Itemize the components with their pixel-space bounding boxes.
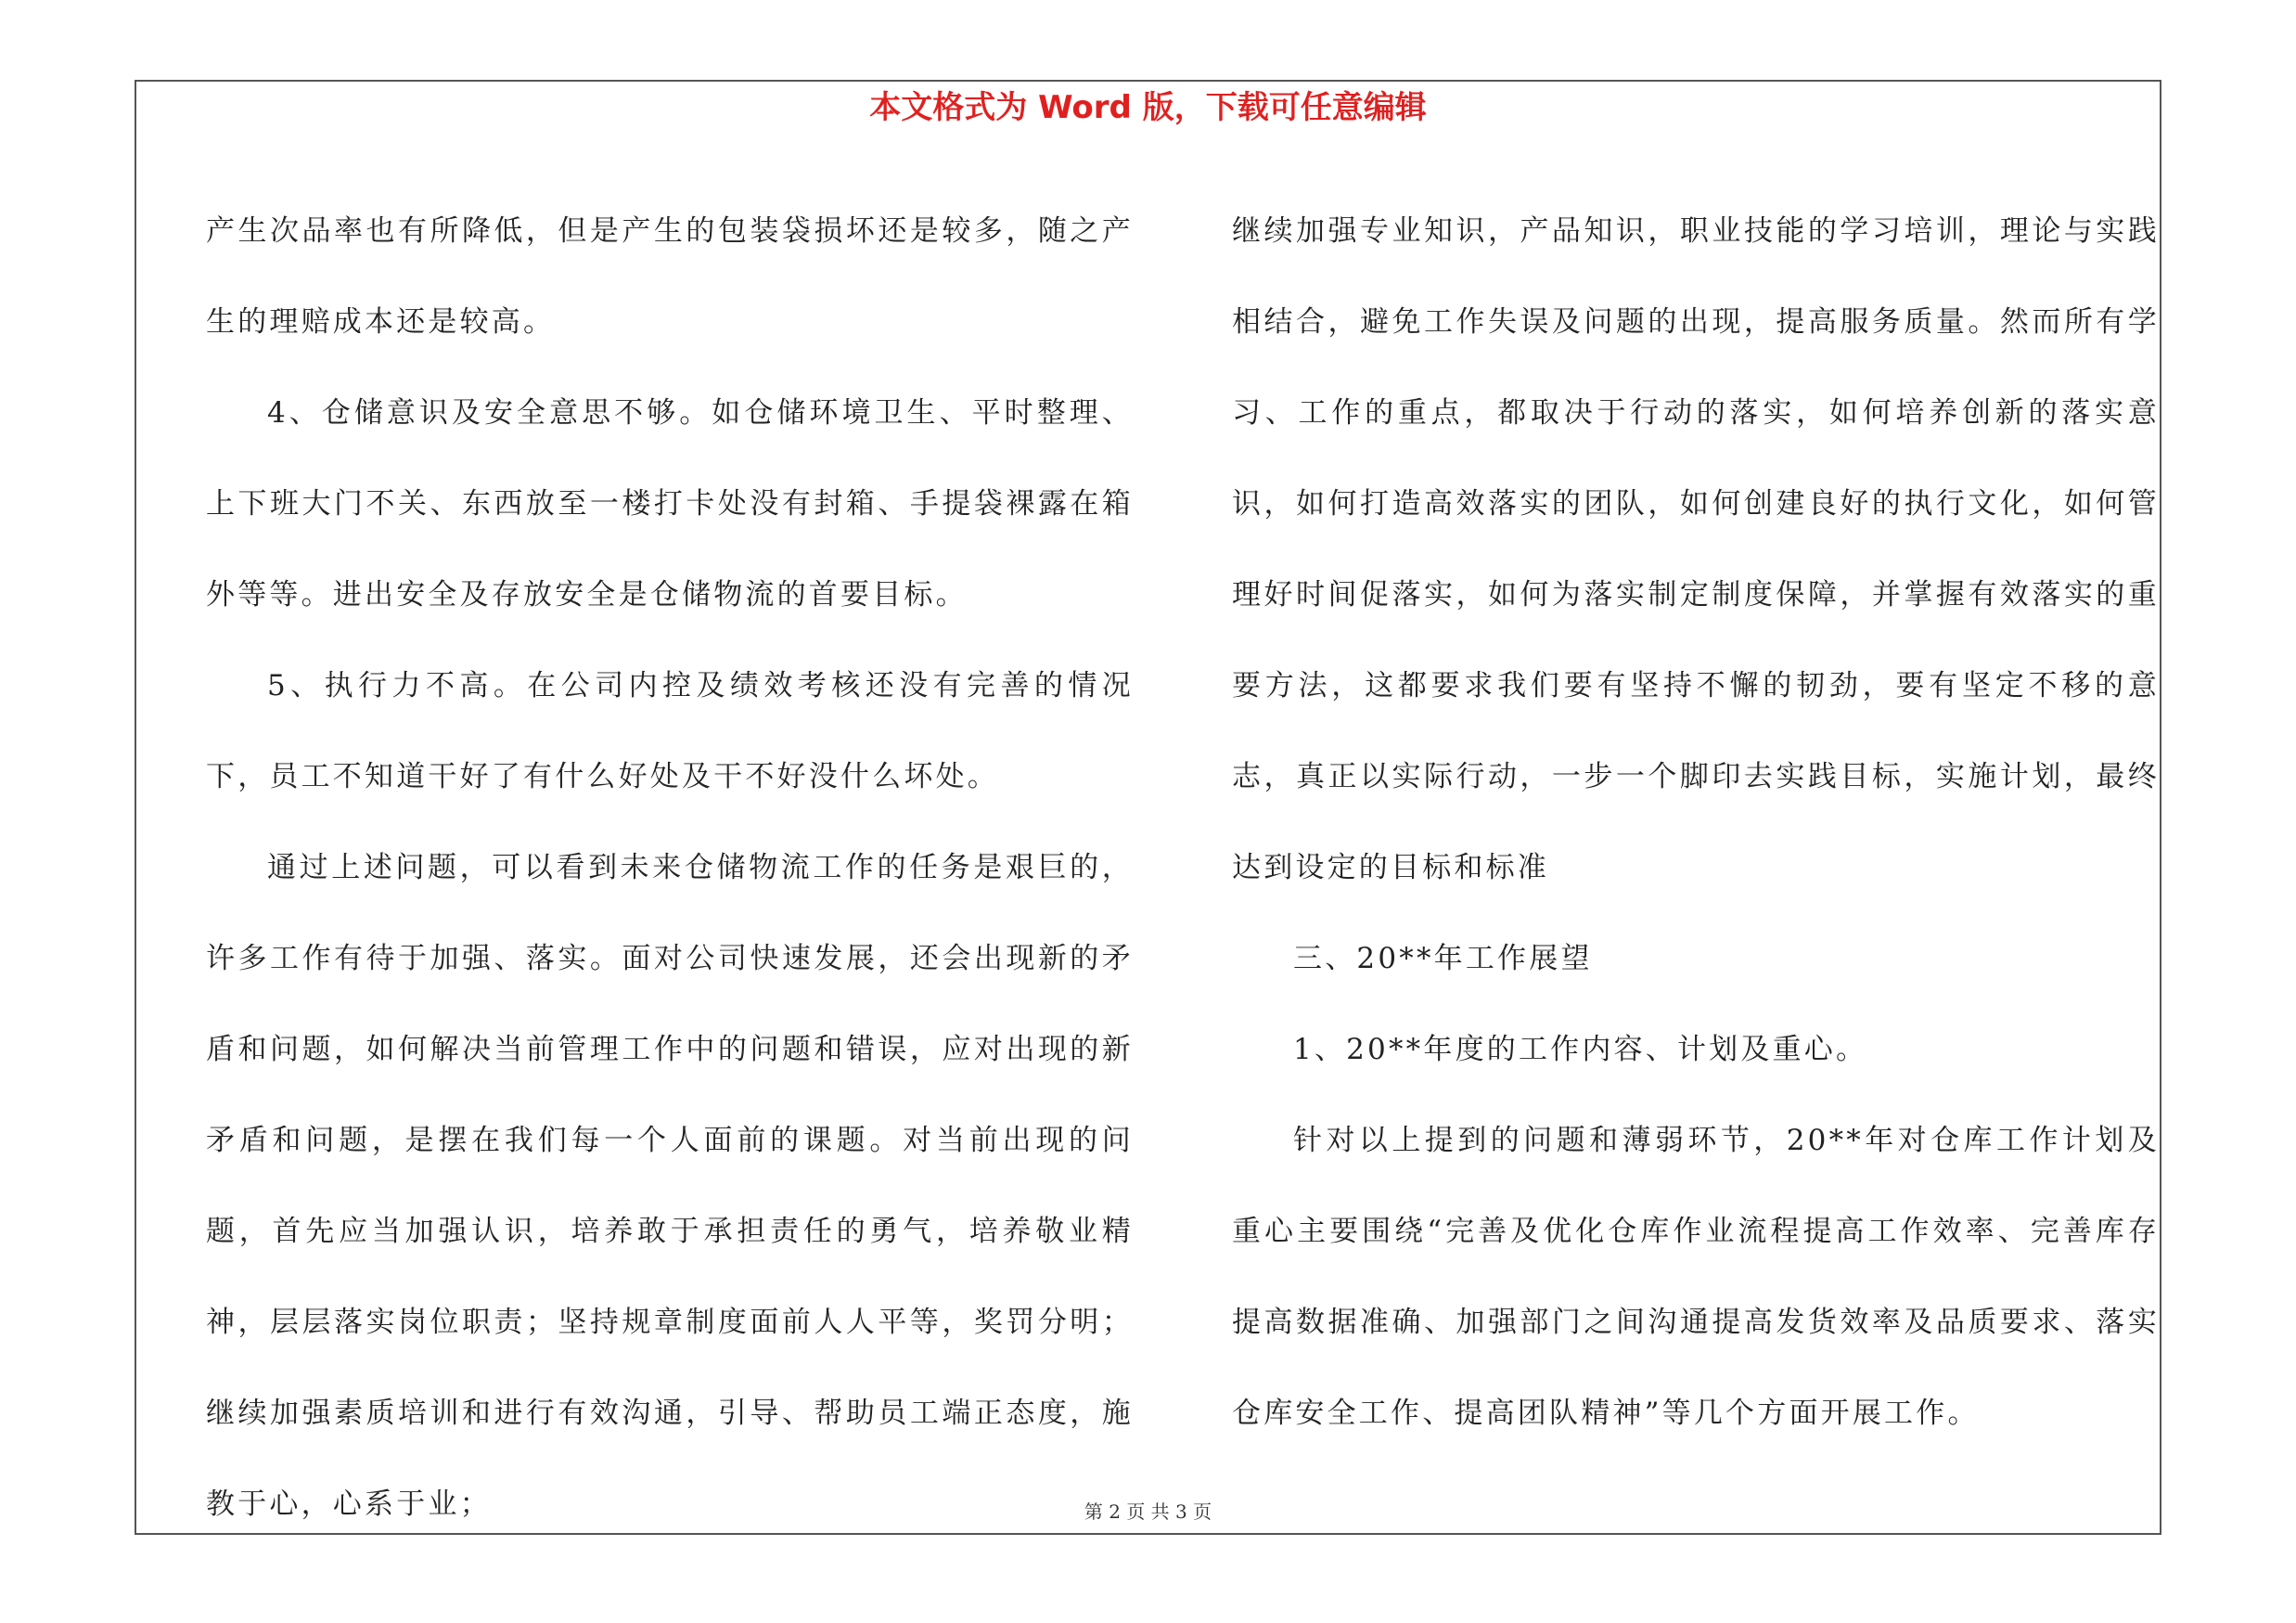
- left-text-column: [206, 186, 1134, 1550]
- right-text-column: [1232, 186, 2160, 1459]
- page-number: 第 2 页 共 3 页: [1084, 1501, 1212, 1523]
- subsection-heading: 1、20**年度的工作内容、计划及重心。: [1293, 1033, 1868, 1066]
- paragraph-plan: 针对以上提到的问题和薄弱环节，20**年对仓库工作计划及重心主要围绕“完善及优化仓库作业流程提高工作效率、完善库存提高数据准确、加强部门之间沟通提高发货效率及品质要求、落实仓库安全工作、提高团队精神”等几个方面开展工作。: [1232, 1124, 2160, 1430]
- paragraph-summary: 通过上述问题，可以看到未来仓储物流工作的任务是艰巨的，许多工作有待于加强、落实。面对公司快速发展，还会出现新的矛盾和问题，如何解决当前管理工作中的问题和错误，应对出现的新矛盾和问题，是摆在我们每一个人面前的课题。对当前出现的问题，首先应当加强认识，培养敢于承担责任的勇气，培养敬业精神，层层落实岗位职责；坚持规章制度面前人人平等，奖罚分明；继续加强素质培训和进行有效沟通，引导、帮助员工端正态度，施教于心，心系于业；: [206, 851, 1134, 1521]
- format-notice-banner: 本文格式为 Word 版，下载可任意编辑: [869, 89, 1427, 126]
- paragraph-item-4: 4、仓储意识及安全意思不够。如仓储环境卫生、平时整理、上下班大门不关、东西放至一楼打卡处没有封箱、手提袋裸露在箱外等等。进出安全及存放安全是仓储物流的首要目标。: [206, 396, 1134, 612]
- section-heading: 三、20**年工作展望: [1293, 942, 1593, 975]
- paragraph-item-5: 5、执行力不高。在公司内控及绩效考核还没有完善的情况下，员工不知道干好了有什么好处及干不好没什么坏处。: [206, 669, 1134, 793]
- paragraph-continuation-right: 继续加强专业知识，产品知识，职业技能的学习培训，理论与实践相结合，避免工作失误及问题的出现，提高服务质量。然而所有学习、工作的重点，都取决于行动的落实，如何培养创新的落实意识，如何打造高效落实的团队，如何创建良好的执行文化，如何管理好时间促落实，如何为落实制定制度保障，并掌握有效落实的重要方法，这都要求我们要有坚持不懈的韧劲，要有坚定不移的意志，真正以实际行动，一步一个脚印去实践目标，实施计划，最终达到设定的目标和标准: [1232, 214, 2160, 884]
- paragraph-continuation: 产生次品率也有所降低，但是产生的包装袋损坏还是较多，随之产生的理赔成本还是较高。: [206, 214, 1134, 339]
